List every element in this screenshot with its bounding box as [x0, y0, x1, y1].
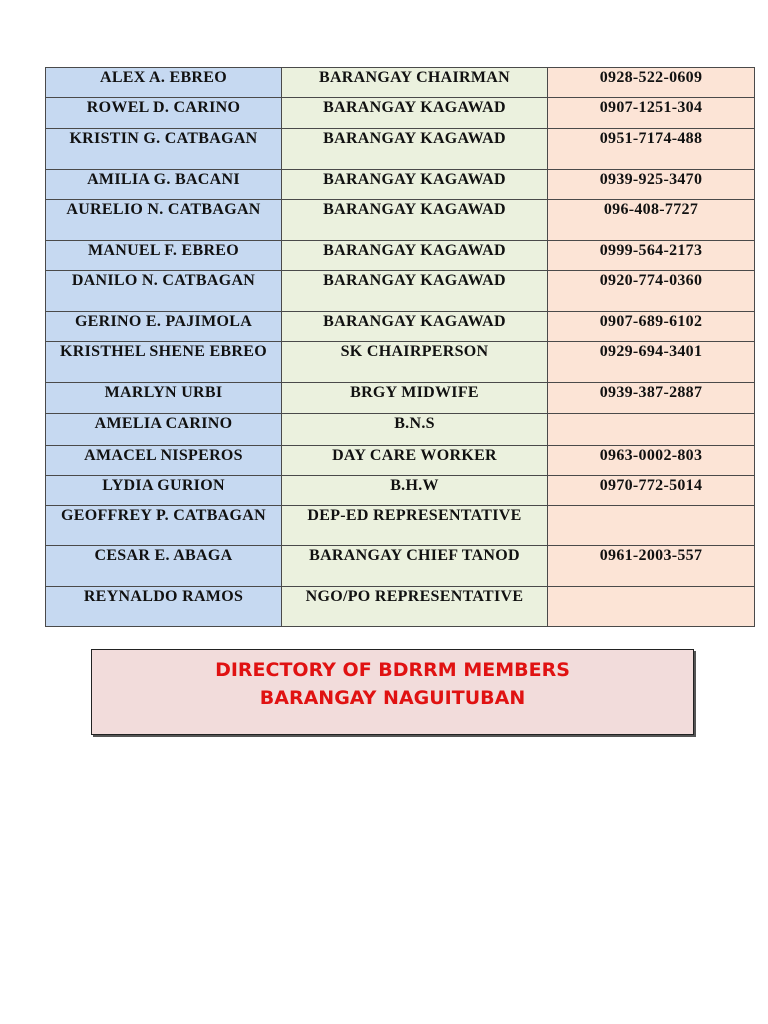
- table-row: [46, 506, 755, 546]
- member-contact: 0970-772-5014: [548, 476, 755, 506]
- member-name: AMACEL NISPEROS: [46, 446, 282, 476]
- member-contact: 0961-2003-557: [548, 546, 755, 587]
- table-row: [46, 68, 755, 98]
- member-name: LYDIA GURION: [46, 476, 282, 506]
- table-row: [46, 241, 755, 271]
- member-position: DAY CARE WORKER: [282, 446, 548, 476]
- table-row: [46, 414, 755, 446]
- table-row: [46, 271, 755, 312]
- member-name: AURELIO N. CATBAGAN: [46, 200, 282, 241]
- member-position: BARANGAY KAGAWAD: [282, 98, 548, 129]
- member-position: BARANGAY KAGAWAD: [282, 271, 548, 312]
- member-name: ROWEL D. CARINO: [46, 98, 282, 129]
- member-contact: 0963-0002-803: [548, 446, 755, 476]
- member-contact: 0928-522-0609: [548, 68, 755, 98]
- member-name: AMELIA CARINO: [46, 414, 282, 446]
- table-row: [46, 383, 755, 414]
- member-contact: 096-408-7727: [548, 200, 755, 241]
- member-contact: 0939-925-3470: [548, 170, 755, 200]
- member-contact: 0907-689-6102: [548, 312, 755, 342]
- member-name: GERINO E. PAJIMOLA: [46, 312, 282, 342]
- members-table: [45, 67, 755, 627]
- table-row: [46, 476, 755, 506]
- member-contact: [548, 506, 755, 546]
- member-contact: 0920-774-0360: [548, 271, 755, 312]
- members-table-body: [46, 68, 755, 627]
- table-row: [46, 546, 755, 587]
- directory-title: DIRECTORY OF BDRRM MEMBERS: [215, 659, 570, 681]
- member-position: B.H.W: [282, 476, 548, 506]
- member-name: MARLYN URBI: [46, 383, 282, 414]
- member-contact: 0939-387-2887: [548, 383, 755, 414]
- table-row: [46, 129, 755, 170]
- table-row: [46, 342, 755, 383]
- member-name: AMILIA G. BACANI: [46, 170, 282, 200]
- member-contact: [548, 414, 755, 446]
- table-row: [46, 587, 755, 627]
- member-contact: [548, 587, 755, 627]
- member-contact: 0929-694-3401: [548, 342, 755, 383]
- member-position: B.N.S: [282, 414, 548, 446]
- member-position: NGO/PO REPRESENTATIVE: [282, 587, 548, 627]
- member-position: BARANGAY CHAIRMAN: [282, 68, 548, 98]
- table-row: [46, 170, 755, 200]
- barangay-name: BARANGAY NAGUITUBAN: [259, 687, 526, 709]
- table-row: [46, 200, 755, 241]
- table-row: [46, 312, 755, 342]
- table-row: [46, 446, 755, 476]
- member-position: BARANGAY KAGAWAD: [282, 129, 548, 170]
- member-position: BARANGAY CHIEF TANOD: [282, 546, 548, 587]
- member-contact: 0951-7174-488: [548, 129, 755, 170]
- member-name: DANILO N. CATBAGAN: [46, 271, 282, 312]
- member-name: CESAR E. ABAGA: [46, 546, 282, 587]
- member-name: KRISTIN G. CATBAGAN: [46, 129, 282, 170]
- member-position: BRGY MIDWIFE: [282, 383, 548, 414]
- member-contact: 0907-1251-304: [548, 98, 755, 129]
- member-position: BARANGAY KAGAWAD: [282, 312, 548, 342]
- table-row: [46, 98, 755, 129]
- directory-title-box: [91, 649, 694, 735]
- member-name: ALEX A. EBREO: [46, 68, 282, 98]
- member-name: MANUEL F. EBREO: [46, 241, 282, 271]
- member-contact: 0999-564-2173: [548, 241, 755, 271]
- member-position: BARANGAY KAGAWAD: [282, 170, 548, 200]
- member-position: BARANGAY KAGAWAD: [282, 200, 548, 241]
- member-position: SK CHAIRPERSON: [282, 342, 548, 383]
- member-name: KRISTHEL SHENE EBREO: [46, 342, 282, 383]
- member-name: GEOFFREY P. CATBAGAN: [46, 506, 282, 546]
- member-name: REYNALDO RAMOS: [46, 587, 282, 627]
- member-position: BARANGAY KAGAWAD: [282, 241, 548, 271]
- member-position: DEP-ED REPRESENTATIVE: [282, 506, 548, 546]
